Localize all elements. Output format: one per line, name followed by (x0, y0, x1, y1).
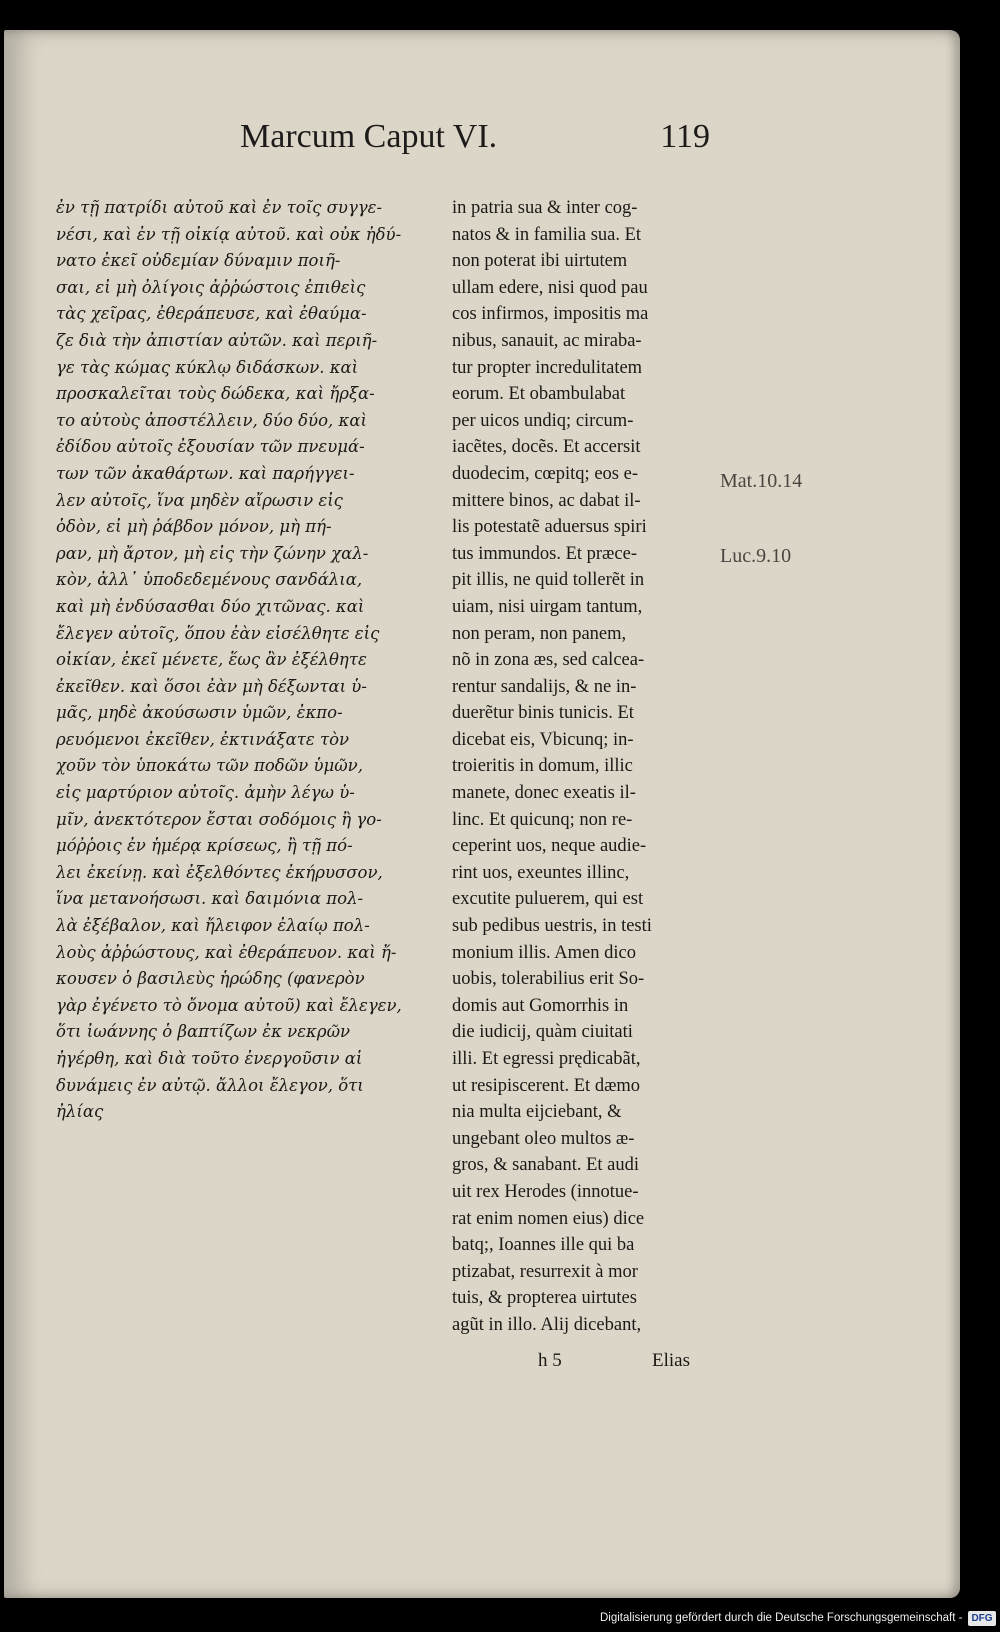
greek-text-line: μῖν, ἀνεκτότερον ἔσται σοδόμοις ἢ γο- (56, 809, 382, 829)
latin-text-line: linc. Et quicunq; non re- (452, 809, 633, 830)
greek-text-line: χοῦν τὸν ὑποκάτω τῶν ποδῶν ὑμῶν, (56, 756, 363, 776)
greek-text-line: το αὐτοὺς ἀποστέλλειν, δύο δύο, καὶ (56, 410, 367, 430)
latin-text-line: uit rex Herodes (innotue- (452, 1181, 639, 1202)
latin-text-line: agũt in illo. Alij dicebant, (452, 1314, 642, 1335)
greek-text-line: λὰ ἐξέβαλον, καὶ ἤλειφον ἐλαίῳ πολ- (56, 916, 370, 936)
greek-text-line: νατο ἐκεῖ οὐδεμίαν δύναμιν ποιῆ- (56, 251, 341, 271)
greek-text-line: ζε διὰ τὴν ἀπιστίαν αὐτῶν. καὶ περιῆ- (56, 330, 378, 350)
latin-text-line: batq;, Ioannes ille qui ba (452, 1235, 635, 1256)
greek-text-line: ἵνα μετανοήσωσι. καὶ δαιμόνια πολ- (56, 889, 364, 909)
greek-text-line: ἔλεγεν αὐτοῖς, ὅπου ἐὰν εἰσέλθητε εἰς (56, 623, 380, 643)
latin-text-line: pit illis, ne quid tollerẽt in (452, 570, 645, 591)
latin-text-line: rentur sandalijs, & ne in- (452, 676, 637, 697)
greek-text-line: οἰκίαν, ἐκεῖ μένετε, ἕως ἂν ἐξέλθητε (56, 650, 367, 670)
marginal-note-luke: Luc.9.10 (720, 545, 792, 567)
latin-text-line: tur propter incredulitatem (452, 357, 643, 378)
greek-text-line: ἐν τῇ πατρίδι αὐτοῦ καὶ ἐν τοῖς συγγε- (56, 198, 383, 217)
greek-text-line: ἠλίας (56, 1102, 104, 1122)
greek-text-line: εἰς μαρτύριον αὐτοῖς. ἀμὴν λέγω ὑ- (56, 783, 355, 803)
latin-text-line: lis potestatẽ aduersus spiri (452, 517, 647, 538)
latin-text-line: nia multa eijciebant, & (452, 1102, 622, 1123)
latin-text-line: dicebat eis, Vbicunq; in- (452, 729, 634, 750)
greek-text-line: μόῤῥοις ἐν ἡμέρᾳ κρίσεως, ἢ τῇ πό- (56, 836, 353, 856)
book-page (4, 30, 960, 1598)
greek-text-line: λεν αὐτοῖς, ἵνα μηδὲν αἴρωσιν εἰς (56, 490, 343, 510)
latin-text-line: ut resipiscerent. Et dæmo (452, 1075, 641, 1096)
greek-text-line: τὰς χεῖρας, ἐθεράπευσε, καὶ ἐθαύμα- (56, 304, 367, 324)
latin-text-line: natos & in familia sua. Et (452, 224, 642, 245)
latin-text-line: monium illis. Amen dico (452, 942, 636, 963)
greek-text-line: σαι, εἰ μὴ ὀλίγοις ἀῤῥώστοις ἐπιθεὶς (56, 277, 366, 297)
latin-text-line: non peram, non panem, (452, 623, 627, 644)
latin-text-line: ungebant oleo multos æ- (452, 1128, 635, 1149)
running-head (240, 118, 710, 166)
greek-text-line: λει ἐκείνῃ. καὶ ἐξελθόντες ἐκήρυσσον, (56, 862, 383, 882)
greek-text-line: κουσεν ὁ βασιλεὺς ἡρώδης (φανερὸν (56, 969, 365, 989)
footer-credit: Digitalisierung gefördert durch die Deutsche Forschungsgemeinschaft - (600, 1612, 963, 1624)
greek-text-line: ἐκεῖθεν. καὶ ὅσοι ἐὰν μὴ δέξωνται ὑ- (56, 676, 367, 696)
latin-text-line: ceperint uos, neque audie- (452, 836, 647, 857)
greek-text-line: λοὺς ἀῤῥώστους, καὶ ἐθεράπευον. καὶ ἤ- (56, 942, 397, 962)
latin-text-line: gros, & sanabant. Et audi (452, 1155, 640, 1176)
digitization-footer (600, 1609, 996, 1627)
latin-text-line: ullam edere, nisi quod pau (452, 277, 648, 298)
latin-text-line: domis aut Gomorrhis in (452, 995, 629, 1016)
latin-text-line: excutite puluerem, qui est (452, 889, 644, 910)
latin-text-line: rint uos, exeuntes illinc, (452, 862, 630, 883)
latin-text-line: manete, donec exeatis il- (452, 783, 636, 804)
latin-text-line: cos infirmos, impositis ma (452, 304, 649, 325)
latin-text-line: nibus, sanauit, ac miraba- (452, 330, 642, 351)
greek-text-line: ὁδὸν, εἰ μὴ ῥάβδον μόνον, μὴ πή- (56, 517, 332, 537)
latin-text-line: uiam, nisi uirgam tantum, (452, 596, 643, 617)
greek-text-line: δυνάμεις ἐν αὐτῷ. ἄλλοι ἔλεγον, ὅτι (56, 1075, 364, 1095)
latin-text-line: tus immundos. Et præce- (452, 543, 637, 564)
latin-text-line: non poterat ibi uirtutem (452, 251, 628, 272)
greek-text-line: των τῶν ἀκαθάρτων. καὶ παρήγγει- (56, 463, 355, 483)
running-title: Marcum Caput VI. (240, 118, 498, 155)
latin-text-line: duerẽtur binis tunicis. Et (452, 703, 634, 724)
latin-text-line: uobis, tolerabilius erit So- (452, 969, 645, 990)
greek-text-line: ἠγέρθη, καὶ διὰ τοῦτο ἐνεργοῦσιν αἱ (56, 1049, 363, 1068)
latin-text-line: mittere binos, ac dabat il- (452, 490, 641, 511)
latin-text-line: iacẽtes, docẽs. Et accersit (452, 437, 641, 458)
latin-text-line: rat enim nomen eius) dice (452, 1208, 645, 1229)
greek-text-line: μᾶς, μηδὲ ἀκούσωσιν ὑμῶν, ἐκπο- (56, 703, 343, 723)
greek-text-line: ρευόμενοι ἐκεῖθεν, ἐκτινάξατε τὸν (56, 729, 350, 749)
latin-text-line: ptizabat, resurrexit à mor (452, 1261, 638, 1282)
latin-text-line: eorum. Et obambulabat (452, 384, 626, 405)
greek-text-line: κὸν, ἀλλ᾽ ὑποδεδεμένους σανδάλια, (56, 570, 363, 590)
greek-text-line: καὶ μὴ ἐνδύσασθαι δύο χιτῶνας. καὶ (56, 596, 365, 616)
latin-text-line: in patria sua & inter cog- (452, 198, 638, 218)
latin-text-line: per uicos undiq; circum- (452, 410, 634, 431)
catchword: Elias (652, 1350, 690, 1371)
dfg-logo: DFG (968, 1611, 995, 1626)
greek-text-line: γὰρ ἐγένετο τὸ ὄνομα αὐτοῦ) καὶ ἔλεγεν, (56, 995, 402, 1015)
greek-text-line: ραν, μὴ ἄρτον, μὴ εἰς τὴν ζώνην χαλ- (56, 543, 369, 563)
latin-text-line: die iudicij, quàm ciuitati (452, 1022, 633, 1043)
latin-text-line: nõ in zona æs, sed calcea- (452, 650, 645, 671)
latin-text-line: tuis, & propterea uirtutes (452, 1288, 637, 1309)
latin-text-line: troieritis in domum, illic (452, 756, 633, 777)
greek-text-line: προσκαλεῖται τοὺς δώδεκα, καὶ ἤρξα- (56, 384, 375, 404)
latin-text-line: sub pedibus uestris, in testi (452, 916, 652, 937)
greek-text-column (56, 195, 426, 1126)
signature-mark: h 5 (538, 1350, 562, 1371)
greek-text-line: νέσι, καὶ ἐν τῇ οἰκίᾳ αὐτοῦ. καὶ οὐκ ἠδύ- (56, 224, 402, 244)
greek-text-line: γε τὰς κώμας κύκλῳ διδάσκων. καὶ (56, 357, 359, 377)
greek-text-line: ἐδίδου αὐτοῖς ἐξουσίαν τῶν πνευμά- (56, 437, 365, 457)
latin-text-column (452, 195, 714, 1339)
latin-text-line: duodecim, cœpitq; eos e- (452, 463, 638, 484)
latin-text-line: illi. Et egressi prędicabãt, (452, 1049, 641, 1069)
greek-text-line: ὅτι ἰωάννης ὁ βαπτίζων ἐκ νεκρῶν (56, 1022, 351, 1042)
marginal-note-matthew: Mat.10.14 (720, 470, 803, 492)
folio-number: 119 (660, 118, 710, 155)
